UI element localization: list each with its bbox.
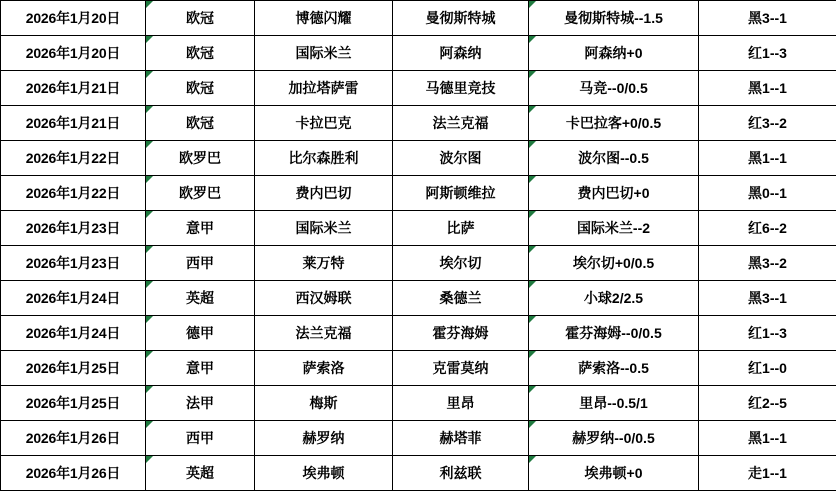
away-team-cell-text: 阿斯顿维拉	[425, 185, 496, 201]
home-team-cell-text: 博德闪耀	[295, 10, 352, 26]
result-cell	[699, 141, 836, 176]
match-date-cell	[1, 211, 146, 246]
result-cell	[699, 71, 836, 106]
match-date-cell	[1, 36, 146, 71]
match-date-cell	[1, 421, 146, 456]
home-team-cell	[255, 456, 393, 491]
result-cell	[699, 386, 836, 421]
league-cell	[146, 71, 255, 106]
corner-marker-icon	[529, 281, 536, 288]
result-cell-text: 黑3--1	[748, 10, 787, 26]
league-cell	[146, 141, 255, 176]
match-date-cell-text: 2026年1月22日	[25, 150, 121, 166]
away-team-cell	[393, 106, 529, 141]
result-cell-text: 黑3--2	[748, 255, 787, 271]
handicap-cell	[529, 281, 699, 316]
result-cell	[699, 421, 836, 456]
match-date-cell	[1, 281, 146, 316]
home-team-cell-text: 法兰克福	[295, 325, 352, 341]
home-team-cell-text: 西汉姆联	[295, 290, 352, 306]
home-team-cell	[255, 71, 393, 106]
away-team-cell-text: 桑德兰	[439, 290, 482, 306]
match-date-cell	[1, 176, 146, 211]
handicap-cell-text: 赫罗纳--0/0.5	[572, 430, 655, 446]
match-date-cell	[1, 71, 146, 106]
match-date-cell-text: 2026年1月24日	[25, 290, 121, 306]
handicap-cell-text: 波尔图--0.5	[578, 150, 649, 166]
handicap-cell-text: 里昂--0.5/1	[579, 395, 648, 411]
home-team-cell-text: 埃弗顿	[302, 465, 345, 481]
corner-marker-icon	[529, 71, 536, 78]
result-cell	[699, 351, 836, 386]
result-cell-text: 红1--3	[748, 45, 787, 61]
match-date-cell-text: 2026年1月23日	[25, 255, 121, 271]
table-row	[1, 211, 836, 246]
table-row	[1, 351, 836, 386]
table-row	[1, 176, 836, 211]
corner-marker-icon	[529, 351, 536, 358]
away-team-cell-text: 法兰克福	[432, 115, 489, 131]
away-team-cell	[393, 281, 529, 316]
away-team-cell-text: 霍芬海姆	[432, 325, 489, 341]
table-row	[1, 456, 836, 491]
league-cell-text: 法甲	[186, 395, 214, 411]
match-date-cell	[1, 351, 146, 386]
table-row	[1, 1, 836, 36]
corner-marker-icon	[146, 246, 153, 253]
match-date-cell-text: 2026年1月24日	[25, 325, 121, 341]
handicap-cell	[529, 36, 699, 71]
league-cell-text: 西甲	[186, 430, 214, 446]
match-date-cell	[1, 386, 146, 421]
corner-marker-icon	[146, 106, 153, 113]
handicap-cell-text: 埃弗顿+0	[584, 465, 643, 481]
match-date-cell-text: 2026年1月23日	[25, 220, 121, 236]
result-cell-text: 黑1--1	[748, 150, 787, 166]
table-row	[1, 386, 836, 421]
match-date-cell-text: 2026年1月22日	[25, 185, 121, 201]
corner-marker-icon	[529, 211, 536, 218]
result-cell-text: 红2--5	[748, 395, 787, 411]
match-date-cell-text: 2026年1月26日	[25, 430, 121, 446]
home-team-cell	[255, 211, 393, 246]
result-cell	[699, 1, 836, 36]
home-team-cell	[255, 281, 393, 316]
away-team-cell	[393, 351, 529, 386]
result-cell	[699, 316, 836, 351]
result-cell-text: 黑1--1	[748, 80, 787, 96]
home-team-cell-text: 梅斯	[309, 395, 338, 411]
result-cell	[699, 176, 836, 211]
away-team-cell-text: 比萨	[446, 220, 475, 236]
away-team-cell-text: 马德里竞技	[425, 80, 496, 96]
league-cell	[146, 36, 255, 71]
match-date-cell	[1, 456, 146, 491]
away-team-cell	[393, 211, 529, 246]
table-row	[1, 141, 836, 176]
corner-marker-icon	[529, 456, 536, 463]
away-team-cell	[393, 141, 529, 176]
league-cell	[146, 456, 255, 491]
corner-marker-icon	[146, 281, 153, 288]
handicap-cell-text: 小球2/2.5	[583, 290, 644, 306]
handicap-cell	[529, 456, 699, 491]
handicap-cell	[529, 106, 699, 141]
table-row	[1, 316, 836, 351]
result-cell	[699, 36, 836, 71]
league-cell	[146, 281, 255, 316]
home-team-cell-text: 莱万特	[302, 255, 345, 271]
home-team-cell-text: 比尔森胜利	[288, 150, 359, 166]
league-cell-text: 德甲	[186, 325, 214, 341]
handicap-cell-text: 费内巴切+0	[577, 185, 650, 201]
corner-marker-icon	[146, 176, 153, 183]
handicap-cell	[529, 1, 699, 36]
corner-marker-icon	[146, 141, 153, 148]
away-team-cell	[393, 1, 529, 36]
table-row	[1, 106, 836, 141]
handicap-cell	[529, 316, 699, 351]
handicap-cell-text: 国际米兰--2	[576, 220, 651, 236]
match-date-cell-text: 2026年1月21日	[25, 115, 121, 131]
result-cell-text: 红3--2	[748, 115, 787, 131]
corner-marker-icon	[529, 1, 536, 8]
match-date-cell	[1, 106, 146, 141]
corner-marker-icon	[529, 141, 536, 148]
corner-marker-icon	[529, 36, 536, 43]
away-team-cell	[393, 316, 529, 351]
result-cell	[699, 106, 836, 141]
home-team-cell-text: 卡拉巴克	[295, 115, 352, 131]
corner-marker-icon	[146, 211, 153, 218]
league-cell	[146, 1, 255, 36]
away-team-cell	[393, 36, 529, 71]
match-date-cell	[1, 141, 146, 176]
league-cell-text: 英超	[186, 465, 214, 481]
handicap-cell	[529, 386, 699, 421]
corner-marker-icon	[529, 246, 536, 253]
match-date-cell-text: 2026年1月20日	[25, 45, 121, 61]
corner-marker-icon	[146, 316, 153, 323]
home-team-cell-text: 萨索洛	[302, 360, 345, 376]
match-date-cell	[1, 1, 146, 36]
handicap-cell-text: 卡巴拉客+0/0.5	[565, 115, 662, 131]
corner-marker-icon	[146, 36, 153, 43]
away-team-cell	[393, 386, 529, 421]
handicap-cell-text: 阿森纳+0	[584, 45, 643, 61]
league-cell-text: 英超	[186, 290, 214, 306]
match-date-cell	[1, 316, 146, 351]
home-team-cell	[255, 106, 393, 141]
home-team-cell	[255, 316, 393, 351]
league-cell	[146, 211, 255, 246]
away-team-cell	[393, 421, 529, 456]
league-cell	[146, 421, 255, 456]
league-cell-text: 意甲	[186, 220, 214, 236]
handicap-cell	[529, 351, 699, 386]
home-team-cell	[255, 246, 393, 281]
corner-marker-icon	[146, 351, 153, 358]
home-team-cell	[255, 351, 393, 386]
result-cell-text: 黑0--1	[748, 185, 787, 201]
league-cell	[146, 246, 255, 281]
away-team-cell-text: 利兹联	[439, 465, 482, 481]
away-team-cell	[393, 456, 529, 491]
result-cell-highlighted	[699, 456, 836, 491]
league-cell	[146, 316, 255, 351]
corner-marker-icon	[146, 1, 153, 8]
result-cell	[699, 246, 836, 281]
away-team-cell-text: 埃尔切	[439, 255, 482, 271]
league-cell-text: 欧罗巴	[179, 185, 221, 201]
home-team-cell-text: 赫罗纳	[302, 430, 345, 446]
result-cell-text: 黑3--1	[748, 290, 787, 306]
home-team-cell-text: 国际米兰	[295, 45, 352, 61]
corner-marker-icon	[146, 71, 153, 78]
home-team-cell	[255, 1, 393, 36]
league-cell-text: 欧冠	[186, 10, 214, 26]
home-team-cell	[255, 176, 393, 211]
match-date-cell-text: 2026年1月21日	[25, 80, 121, 96]
match-date-cell-text: 2026年1月25日	[25, 395, 121, 411]
corner-marker-icon	[146, 456, 153, 463]
away-team-cell-text: 克雷莫纳	[432, 360, 489, 376]
corner-marker-icon	[146, 421, 153, 428]
table-row	[1, 71, 836, 106]
league-cell-text: 欧罗巴	[179, 150, 221, 166]
home-team-cell-text: 国际米兰	[295, 220, 352, 236]
corner-marker-icon	[529, 386, 536, 393]
league-cell	[146, 106, 255, 141]
league-cell	[146, 386, 255, 421]
handicap-cell	[529, 141, 699, 176]
match-date-cell-text: 2026年1月20日	[25, 10, 121, 26]
table-row	[1, 421, 836, 456]
table-row	[1, 281, 836, 316]
match-date-cell-text: 2026年1月26日	[25, 465, 121, 481]
home-team-cell	[255, 141, 393, 176]
handicap-cell	[529, 211, 699, 246]
handicap-cell-text: 霍芬海姆--0/0.5	[565, 325, 662, 341]
league-cell-text: 欧冠	[186, 80, 214, 96]
away-team-cell-text: 里昂	[446, 395, 475, 411]
table-row	[1, 246, 836, 281]
league-cell-text: 欧冠	[186, 115, 214, 131]
result-cell-text: 红6--2	[748, 220, 787, 236]
away-team-cell-text: 赫塔菲	[439, 430, 482, 446]
table-body	[1, 1, 836, 491]
home-team-cell	[255, 386, 393, 421]
home-team-cell-text: 费内巴切	[295, 185, 352, 201]
home-team-cell-text: 加拉塔萨雷	[288, 80, 359, 96]
corner-marker-icon	[146, 386, 153, 393]
handicap-cell-text: 萨索洛--0.5	[578, 360, 649, 376]
corner-marker-icon	[529, 316, 536, 323]
result-cell-text: 走1--1	[748, 465, 787, 481]
handicap-cell-text: 马竞--0/0.5	[579, 80, 648, 96]
league-cell	[146, 351, 255, 386]
league-cell-text: 西甲	[186, 255, 214, 271]
home-team-cell	[255, 421, 393, 456]
corner-marker-icon	[529, 421, 536, 428]
match-date-cell-text: 2026年1月25日	[25, 360, 121, 376]
away-team-cell	[393, 71, 529, 106]
table-row	[1, 36, 836, 71]
away-team-cell-text: 阿森纳	[439, 45, 482, 61]
handicap-cell	[529, 176, 699, 211]
away-team-cell	[393, 246, 529, 281]
league-cell	[146, 176, 255, 211]
away-team-cell	[393, 176, 529, 211]
league-cell-text: 欧冠	[186, 45, 214, 61]
handicap-cell	[529, 421, 699, 456]
result-cell	[699, 211, 836, 246]
result-cell	[699, 281, 836, 316]
result-cell-text: 红1--0	[748, 360, 787, 376]
away-team-cell-text: 曼彻斯特城	[425, 10, 496, 26]
handicap-cell-text: 埃尔切+0/0.5	[572, 255, 655, 271]
handicap-cell	[529, 246, 699, 281]
result-cell-text: 黑1--1	[748, 430, 787, 446]
corner-marker-icon	[529, 176, 536, 183]
home-team-cell	[255, 36, 393, 71]
result-cell-text: 红1--3	[748, 325, 787, 341]
handicap-cell-text: 曼彻斯特城--1.5	[564, 10, 663, 26]
league-cell-text: 意甲	[186, 360, 214, 376]
match-date-cell	[1, 246, 146, 281]
away-team-cell-text: 波尔图	[439, 150, 482, 166]
corner-marker-icon	[529, 106, 536, 113]
handicap-cell	[529, 71, 699, 106]
